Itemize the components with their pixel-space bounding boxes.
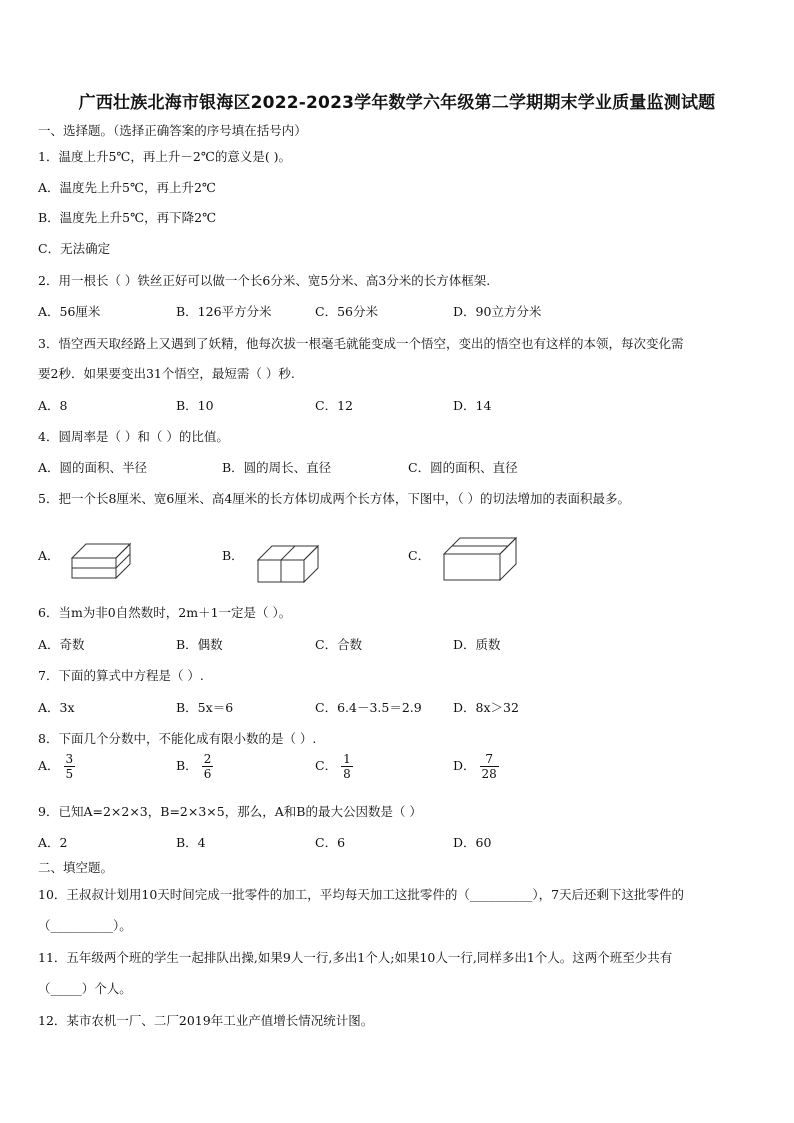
q7-option-d: D．8x＞32 bbox=[453, 700, 519, 715]
question-1: 1．温度上升5℃，再上升－2℃的意义是( )。 bbox=[38, 149, 292, 164]
question-3-line1: 3．悟空西天取经路上又遇到了妖精，他每次拔一根毫毛就能变成一个悟空，变出的悟空也有这样的本领，每次变化需 bbox=[38, 336, 684, 351]
section-fill-heading: 二、填空题。 bbox=[38, 860, 114, 875]
q3-option-d: D．14 bbox=[453, 398, 492, 413]
q3-option-b: B．10 bbox=[176, 398, 214, 413]
question-8: 8．下面几个分数中，不能化成有限小数的是（ ）. bbox=[38, 731, 317, 746]
question-11-line1: 11．五年级两个班的学生一起排队出操,如果9人一行,多出1个人;如果10人一行,同样多出1个人。这两个班至少共有 bbox=[38, 950, 673, 965]
q8-option-b-label: B． bbox=[176, 758, 198, 773]
fraction-3-5 bbox=[64, 752, 76, 781]
fraction-denominator: 5 bbox=[65, 767, 74, 781]
q9-option-c: C．6 bbox=[315, 835, 346, 850]
q8-option-d-label: D． bbox=[453, 758, 476, 773]
question-10-line1: 10．王叔叔计划用10天时间完成一批零件的加工，平均每天加工这批零件的（__________），7天后还剩下这批零件的 bbox=[38, 887, 685, 902]
cuboid-cut-figure-a bbox=[68, 540, 134, 582]
q4-option-a: A．圆的面积、半径 bbox=[38, 460, 148, 475]
fraction-1-8 bbox=[341, 752, 353, 781]
fraction-2-6 bbox=[202, 752, 214, 781]
q6-option-c: C．合数 bbox=[315, 637, 363, 652]
q6-option-a: A．奇数 bbox=[38, 637, 85, 652]
question-7: 7．下面的算式中方程是（ ）. bbox=[38, 668, 204, 683]
fraction-denominator: 6 bbox=[203, 767, 212, 781]
q2-option-b: B．126平方分米 bbox=[176, 304, 272, 319]
q1-option-b: B．温度先上升5℃，再下降2℃ bbox=[38, 210, 217, 225]
fraction-numerator: 7 bbox=[485, 752, 493, 766]
question-9: 9．已知A=2×2×3，B=2×3×5，那么，A和B的最大公因数是（ ） bbox=[38, 804, 422, 819]
exam-title: 广西壮族北海市银海区2022-2023学年数学六年级第二学期期末学业质量监测试题 bbox=[78, 93, 716, 113]
question-3-line2: 要2秒．如果要变出31个悟空，最短需（ ）秒. bbox=[38, 366, 295, 381]
q8-option-a-label: A． bbox=[38, 758, 60, 773]
q8-option-a bbox=[38, 752, 75, 781]
fraction-denominator: 28 bbox=[481, 767, 497, 781]
q8-option-c bbox=[315, 752, 353, 781]
q2-option-c: C．56分米 bbox=[315, 304, 378, 319]
q5-option-a: A． bbox=[38, 548, 60, 563]
q6-option-d: D．质数 bbox=[453, 637, 501, 652]
question-2: 2．用一根长（ ）铁丝正好可以做一个长6分米、宽5分米、高3分米的长方体框架. bbox=[38, 273, 491, 288]
question-10-line2: （__________）。 bbox=[38, 918, 132, 933]
cuboid-cut-figure-c bbox=[440, 534, 520, 584]
q2-option-d: D．90立方分米 bbox=[453, 304, 542, 319]
q9-option-b: B．4 bbox=[176, 835, 206, 850]
q9-option-a: A．2 bbox=[38, 835, 68, 850]
q6-option-b: B．偶数 bbox=[176, 637, 223, 652]
question-6: 6．当m为非0自然数时，2m＋1一定是（ ）。 bbox=[38, 605, 292, 620]
q3-option-c: C．12 bbox=[315, 398, 353, 413]
question-4: 4．圆周率是（ ）和（ ）的比值。 bbox=[38, 429, 229, 444]
q8-option-b bbox=[176, 752, 213, 781]
q7-option-a: A．3x bbox=[38, 700, 75, 715]
q8-option-d bbox=[453, 752, 499, 781]
q8-option-c-label: C． bbox=[315, 758, 338, 773]
q1-option-c: C．无法确定 bbox=[38, 241, 111, 256]
q9-option-d: D．60 bbox=[453, 835, 492, 850]
q5-option-c: C． bbox=[408, 548, 431, 563]
fraction-numerator: 3 bbox=[65, 752, 74, 766]
q7-option-c: C．6.4－3.5＝2.9 bbox=[315, 700, 422, 715]
fraction-denominator: 8 bbox=[343, 767, 351, 781]
q4-option-b: B．圆的周长、直径 bbox=[222, 460, 332, 475]
cuboid-cut-figure-b bbox=[254, 540, 322, 586]
question-11-line2: （_____）个人。 bbox=[38, 981, 132, 996]
question-5: 5．把一个长8厘米、宽6厘米、高4厘米的长方体切成两个长方体，下图中，（ ）的切法增加的表面积最多。 bbox=[38, 491, 631, 506]
q7-option-b: B．5x＝6 bbox=[176, 700, 234, 715]
q4-option-c: C．圆的面积、直径 bbox=[408, 460, 518, 475]
fraction-7-28 bbox=[480, 752, 499, 781]
q5-option-b: B． bbox=[222, 548, 244, 563]
q3-option-a: A．8 bbox=[38, 398, 68, 413]
fraction-numerator: 1 bbox=[343, 752, 351, 766]
section-choice-heading: 一、选择题。（选择正确答案的序号填在括号内） bbox=[38, 123, 307, 138]
q2-option-a: A．56厘米 bbox=[38, 304, 101, 319]
question-12: 12．某市农机一厂、二厂2019年工业产值增长情况统计图。 bbox=[38, 1013, 374, 1028]
q1-option-a: A．温度先上升5℃，再上升2℃ bbox=[38, 180, 216, 195]
fraction-numerator: 2 bbox=[203, 752, 212, 766]
